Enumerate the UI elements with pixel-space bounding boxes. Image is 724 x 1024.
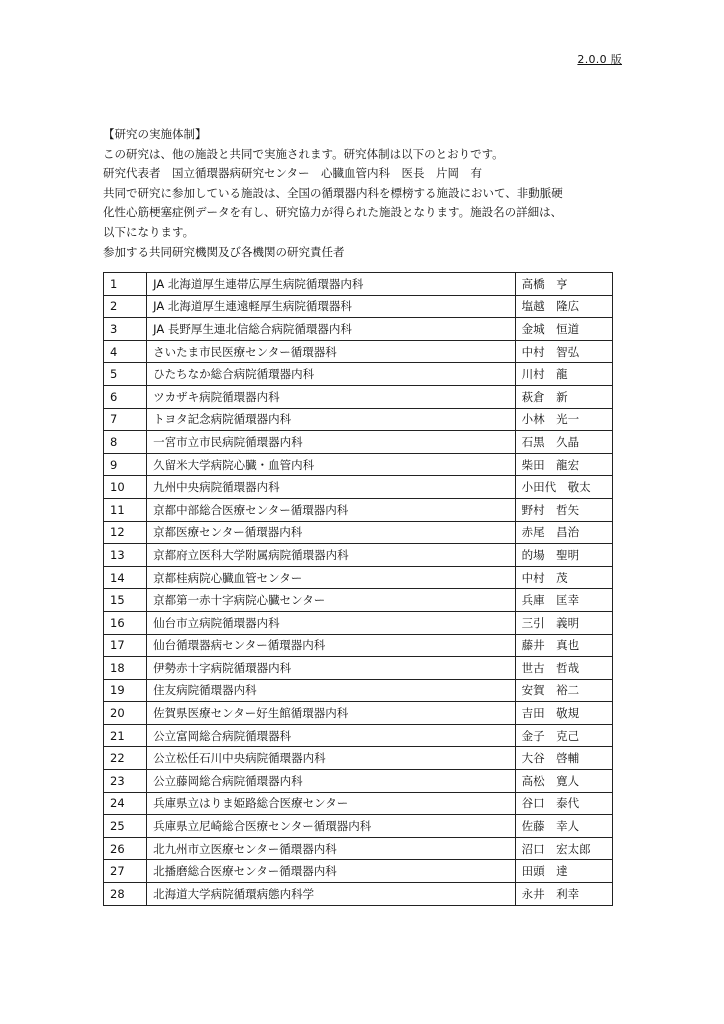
row-number: 25 — [104, 815, 147, 838]
row-number: 2 — [104, 295, 147, 318]
table-row — [104, 408, 613, 431]
institution-name: 公立富岡総合病院循環器科 — [147, 724, 515, 747]
responsible-person: 中村 智弘 — [515, 340, 612, 363]
table-row — [104, 453, 613, 476]
row-number: 21 — [104, 724, 147, 747]
institution-name: 伊勢赤十字病院循環器内科 — [147, 657, 515, 680]
responsible-person: 大谷 啓輔 — [515, 747, 612, 770]
table-row — [104, 883, 613, 906]
institution-name: 兵庫県立はりま姫路総合医療センター — [147, 792, 515, 815]
responsible-person: 沼口 宏太郎 — [515, 837, 612, 860]
institution-name: 京都医療センター循環器内科 — [147, 521, 515, 544]
table-row — [104, 273, 613, 296]
row-number: 3 — [104, 318, 147, 341]
table-row — [104, 476, 613, 499]
institution-name: JA 北海道厚生連遠軽厚生病院循環器科 — [147, 295, 515, 318]
responsible-person: 赤尾 昌治 — [515, 521, 612, 544]
intro-line: 共同で研究に参加している施設は、全国の循環器内科を標榜する施設において、非動脈硬 — [103, 185, 563, 200]
row-number: 10 — [104, 476, 147, 499]
table-row — [104, 431, 613, 454]
row-number: 13 — [104, 544, 147, 567]
responsible-person: 小林 光一 — [515, 408, 612, 431]
responsible-person: 金城 恒道 — [515, 318, 612, 341]
responsible-person: 世古 哲哉 — [515, 657, 612, 680]
responsible-person: 石黒 久晶 — [515, 431, 612, 454]
institutions-table — [103, 272, 613, 906]
table-row — [104, 340, 613, 363]
institution-name: 仙台市立病院循環器内科 — [147, 611, 515, 634]
table-caption: 参加する共同研究機関及び各機関の研究責任者 — [103, 244, 345, 259]
table-row — [104, 611, 613, 634]
row-number: 23 — [104, 770, 147, 793]
institution-name: 京都桂病院心臓血管センター — [147, 566, 515, 589]
row-number: 20 — [104, 702, 147, 725]
responsible-person: 川村 龍 — [515, 363, 612, 386]
table-row — [104, 544, 613, 567]
row-number: 28 — [104, 883, 147, 906]
row-number: 12 — [104, 521, 147, 544]
institution-name: ツカザキ病院循環器内科 — [147, 385, 515, 408]
institution-name: 北海道大学病院循環病態内科学 — [147, 883, 515, 906]
table-row — [104, 521, 613, 544]
responsible-person: 野村 哲矢 — [515, 498, 612, 521]
institution-name: JA 北海道厚生連帯広厚生病院循環器内科 — [147, 273, 515, 296]
institution-name: ひたちなか総合病院循環器内科 — [147, 363, 515, 386]
responsible-person: 萩倉 新 — [515, 385, 612, 408]
table-row — [104, 295, 613, 318]
table-row — [104, 770, 613, 793]
table-row — [104, 589, 613, 612]
institutions-table-body — [104, 273, 613, 906]
institution-name: 兵庫県立尼崎総合医療センター循環器内科 — [147, 815, 515, 838]
institution-name: 京都府立医科大学附属病院循環器内科 — [147, 544, 515, 567]
responsible-person: 高松 寛人 — [515, 770, 612, 793]
table-row — [104, 702, 613, 725]
row-number: 22 — [104, 747, 147, 770]
table-row — [104, 724, 613, 747]
row-number: 26 — [104, 837, 147, 860]
row-number: 16 — [104, 611, 147, 634]
institution-name: 公立松任石川中央病院循環器内科 — [147, 747, 515, 770]
responsible-person: 小田代 敬太 — [515, 476, 612, 499]
institution-name: 住友病院循環器内科 — [147, 679, 515, 702]
responsible-person: 柴田 龍宏 — [515, 453, 612, 476]
table-row — [104, 860, 613, 883]
intro-text — [103, 125, 623, 262]
row-number: 9 — [104, 453, 147, 476]
row-number: 27 — [104, 860, 147, 883]
row-number: 5 — [104, 363, 147, 386]
section-heading: 【研究の実施体制】 — [103, 127, 207, 141]
table-row — [104, 815, 613, 838]
responsible-person: 兵庫 匡幸 — [515, 589, 612, 612]
intro-line: この研究は、他の施設と共同で実施されます。研究体制は以下のとおりです。 — [103, 146, 504, 161]
table-row — [104, 566, 613, 589]
institution-name: 京都第一赤十字病院心臓センター — [147, 589, 515, 612]
responsible-person: 吉田 敬規 — [515, 702, 612, 725]
responsible-person: 藤井 真也 — [515, 634, 612, 657]
row-number: 7 — [104, 408, 147, 431]
table-row — [104, 363, 613, 386]
principal-investigator-line: 研究代表者 国立循環器病研究センター 心臓血管内科 医長 片岡 有 — [103, 166, 483, 181]
row-number: 17 — [104, 634, 147, 657]
table-row — [104, 634, 613, 657]
institution-name: 佐賀県医療センター好生館循環器内科 — [147, 702, 515, 725]
institution-name: 京都中部総合医療センター循環器内科 — [147, 498, 515, 521]
row-number: 1 — [104, 273, 147, 296]
responsible-person: 中村 茂 — [515, 566, 612, 589]
row-number: 24 — [104, 792, 147, 815]
institution-name: 仙台循環器病センター循環器内科 — [147, 634, 515, 657]
institution-name: 北九州市立医療センター循環器内科 — [147, 837, 515, 860]
institution-name: 一宮市立市民病院循環器内科 — [147, 431, 515, 454]
table-row — [104, 657, 613, 680]
row-number: 6 — [104, 385, 147, 408]
institution-name: トヨタ記念病院循環器内科 — [147, 408, 515, 431]
table-row — [104, 679, 613, 702]
table-row — [104, 385, 613, 408]
institution-name: 北播磨総合医療センター循環器内科 — [147, 860, 515, 883]
table-row — [104, 498, 613, 521]
institution-name: 久留米大学病院心臓・血管内科 — [147, 453, 515, 476]
institution-name: 九州中央病院循環器内科 — [147, 476, 515, 499]
responsible-person: 安賀 裕二 — [515, 679, 612, 702]
table-row — [104, 747, 613, 770]
intro-line: 化性心筋梗塞症例データを有し、研究協力が得られた施設となります。施設名の詳細は、 — [103, 205, 563, 220]
responsible-person: 三引 義明 — [515, 611, 612, 634]
responsible-person: 的場 聖明 — [515, 544, 612, 567]
responsible-person: 佐藤 幸人 — [515, 815, 612, 838]
row-number: 8 — [104, 431, 147, 454]
responsible-person: 谷口 泰代 — [515, 792, 612, 815]
version-label: 2.0.0 版 — [577, 53, 622, 66]
row-number: 14 — [104, 566, 147, 589]
table-row — [104, 318, 613, 341]
responsible-person: 田頭 達 — [515, 860, 612, 883]
responsible-person: 塩越 隆広 — [515, 295, 612, 318]
responsible-person: 高橋 亨 — [515, 273, 612, 296]
institution-name: さいたま市民医療センター循環器科 — [147, 340, 515, 363]
responsible-person: 金子 克己 — [515, 724, 612, 747]
row-number: 11 — [104, 498, 147, 521]
table-row — [104, 837, 613, 860]
institution-name: JA 長野厚生連北信総合病院循環器内科 — [147, 318, 515, 341]
intro-line: 以下になります。 — [103, 224, 195, 239]
row-number: 18 — [104, 657, 147, 680]
table-row — [104, 792, 613, 815]
responsible-person: 永井 利幸 — [515, 883, 612, 906]
row-number: 15 — [104, 589, 147, 612]
row-number: 19 — [104, 679, 147, 702]
row-number: 4 — [104, 340, 147, 363]
institution-name: 公立藤岡総合病院循環器内科 — [147, 770, 515, 793]
